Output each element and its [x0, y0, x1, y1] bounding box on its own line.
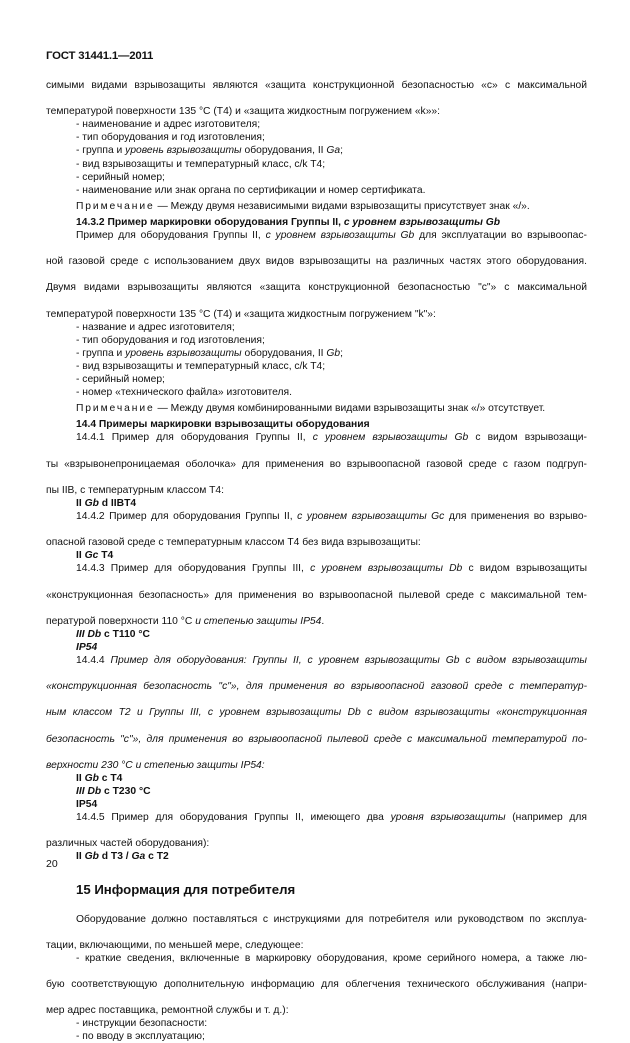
marking-code: III Db c T110 °C: [76, 628, 150, 640]
marking-code: II Gb d T3 / Ga c T2: [76, 851, 169, 863]
document-body: [46, 79, 587, 1043]
paragraph-line: пературой поверхности 110 °C и степенью защиты IP54.: [46, 615, 325, 627]
paragraph-line: 14.4.5 Пример для оборудования Группы II, имеющего два уровня взрывозащиты (например для: [76, 812, 587, 824]
list-item: - инструкции безопасности:: [76, 1018, 208, 1030]
paragraph-line: пы IIB, с температурным классом T4:: [46, 484, 225, 496]
paragraph-line: Оборудование должно поставляться с инструкциями для потребителя или руководством по эксплуа-: [76, 913, 587, 925]
marking-code: II Gc T4: [76, 550, 114, 562]
paragraph-line: безопасность "c"», для применения во взрывоопасной пылевой среде с максимальной температурой по-: [46, 733, 587, 745]
list-item: - группа и уровень взрывозащиты оборудования, II Ga;: [76, 145, 344, 157]
note: Примечание — Между двумя комбинированными видами взрывозащиты знак «/» отсутствует.: [76, 403, 546, 415]
list-item: - наименование или знак органа по сертификации и номер сертификата.: [76, 184, 426, 196]
paragraph-line: различных частей оборудования):: [46, 838, 210, 850]
marking-code: IP54: [76, 641, 98, 653]
paragraph-line: Двумя видами взрывозащиты являются «защита конструкционной безопасностью "c"» с максимальной: [46, 282, 587, 294]
paragraph-line: 14.4.3 Пример для оборудования Группы III, с уровнем взрывозащиты Db с видом взрывозащиты: [76, 563, 587, 575]
paragraph-line: 14.4.2 Пример для оборудования Группы II, с уровнем взрывозащиты Gc для применения во взрыво-: [76, 511, 587, 522]
list-item: - название и адрес изготовителя;: [76, 321, 235, 333]
paragraph-line: ным классом T2 и Группы III, с уровнем взрывозащиты Db с видом взрывозащиты «конструкционная: [46, 707, 587, 719]
list-item: - вид взрывозащиты и температурный класс, c/k T4;: [76, 360, 326, 372]
paragraph-line: ты «взрывонепроницаемая оболочка» для применения во взрывоопасной газовой среде с газом подгруп-: [46, 458, 587, 470]
list-item: - наименование и адрес изготовителя;: [76, 119, 261, 131]
list-item: - серийный номер;: [76, 374, 165, 386]
marking-code: III Db c T230 °C: [76, 785, 151, 797]
paragraph-line: температурой поверхности 135 °C (T4) и «защита жидкостным погружением "k"»:: [46, 308, 436, 320]
list-item: - серийный номер;: [76, 171, 165, 183]
paragraph-line: ной газовой среде с использованием двух видов взрывозащиты на различных частях этого оборудования.: [46, 256, 587, 268]
list-item: - по вводу в эксплуатацию;: [76, 1031, 205, 1043]
paragraph-line: бую соответствующую дополнительную информацию для облегчения технического обслуживания (напри-: [46, 979, 587, 990]
paragraph-line: верхности 230 °C и степенью защиты IP54:: [46, 759, 265, 771]
paragraph-line: 14.4.4 Пример для оборудования: Группы II, с уровнем взрывозащиты Gb с видом взрывозащиты: [76, 655, 587, 667]
section-heading-15: 15 Информация для потребителя: [76, 881, 296, 897]
list-item: - вид взрывозащиты и температурный класс, c/k T4;: [76, 158, 326, 170]
paragraph-line: симыми видами взрывозащиты являются «защита конструкционной безопасностью «c» с максимальной: [46, 80, 587, 91]
note: Примечание — Между двумя независимыми видами взрывозащиты присутствует знак «/».: [76, 200, 530, 212]
section-heading-14-3-2: 14.3.2 Пример маркировки оборудования Группы II, с уровнем взрывозащиты Gb: [76, 216, 501, 228]
list-item: - группа и уровень взрывозащиты оборудования, II Gb;: [76, 347, 344, 359]
paragraph-line: опасной газовой среде с температурным классом T4 без вида взрывозащиты:: [46, 537, 421, 549]
list-item: - номер «технического файла» изготовителя.: [76, 387, 292, 399]
paragraph-line: - краткие сведения, включенные в маркировку оборудования, кроме серийного номера, а также лю-: [76, 952, 587, 964]
paragraph-line: тации, включающими, по меньшей мере, следующее:: [46, 939, 304, 951]
paragraph-line: «конструкционная безопасность "c"», для применения во взрывоопасной газовой среде с температур-: [46, 681, 587, 693]
section-heading-14-4: 14.4 Примеры маркировки взрывозащиты оборудования: [76, 419, 370, 431]
document-header: ГОСТ 31441.1—2011: [46, 50, 154, 62]
list-item: - тип оборудования и год изготовления;: [76, 334, 265, 346]
paragraph-line: 14.4.1 Пример для оборудования Группы II, с уровнем взрывозащиты Gb с видом взрывозащи-: [76, 432, 587, 444]
paragraph-line: температурой поверхности 135 °C (T4) и «защита жидкостным погружением «k»»:: [46, 106, 441, 118]
paragraph-line: Пример для оборудования Группы II, с уровнем взрывозащиты Gb для эксплуатации во взрывоопас-: [76, 230, 587, 242]
marking-code: II Gb d IIBT4: [76, 497, 137, 509]
paragraph-line: мер адрес поставщика, ремонтной службы и т. д.):: [46, 1005, 289, 1017]
paragraph-line: «конструкционная безопасность» для применения во взрывоопасной пылевой среде с максимальной тем-: [46, 589, 587, 601]
marking-code: IP54: [76, 799, 98, 811]
marking-code: II Gb c T4: [76, 772, 123, 784]
page-number: 20: [46, 858, 58, 870]
list-item: - тип оборудования и год изготовления;: [76, 132, 265, 144]
